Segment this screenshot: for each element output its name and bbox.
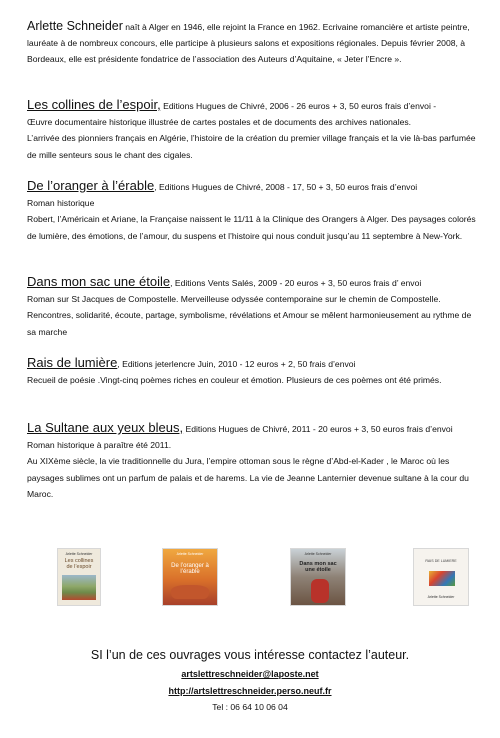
book-details: , Editions Vents Salés, 2009 - 20 euros + 3, 50 euros frais d’ envoi [170,278,422,288]
cover-author: Arlette Schneider [176,552,204,556]
book-details: Editions Hugues de Chivré, 2011 - 20 euros + 3, 50 euros frais d’envoi [183,424,453,434]
book-description: L’arrivée des pionniers français en Algérie, l’histoire de la création du premier village français et la vie là-bas parfumée de mille senteurs sous le chant des cigales. [27,133,476,160]
book-title: De l’oranger à l’érable [27,178,155,193]
book-cover-4[interactable] [413,548,469,606]
book-covers-row [0,548,500,606]
cover-author: Arlette Schneider [427,595,455,599]
author-bio: naît à Alger en 1946, elle rejoint la France en 1962. Ecrivaine romancière et artiste peintre, lauréate à de nombreux concours, elle participe à plusieurs salons et expositions régionales. Depuis février 2008, à Bordeaux, elle est présidente fondatrice de l’association des Auteurs d’Aquitaine, « Jeter l’Encre ». [27,22,470,64]
book-genre: Roman historique à paraître été 2011. [27,440,172,451]
book-entry-5 [27,420,482,502]
email-link[interactable]: artslettreschneider@laposte.net [181,669,319,679]
cover-title: Les collines de l’espoir [64,558,94,570]
book-entry-1 [27,97,482,163]
book-description: Robert, l’Américain et Ariane, la Française naissent le 11/11 à la Clinique des Orangers à Alger. Des paysages colorés de lumière, des émotions, de l’amour, du suspens et l’histoire qui nous conduit jusqu’au 11 septembre à New-York. [27,214,476,241]
author-intro [27,18,479,67]
book-cover-1[interactable] [57,548,101,606]
book-title: La Sultane aux yeux bleus, [27,420,184,435]
cover-author: Arlette Schneider [304,552,332,556]
contact-invitation: SI l’un de ces ouvrages vous intéresse contactez l’auteur. [90,648,410,662]
book-title: Les collines de l’espoir, [27,97,161,112]
book-entry-4 [27,355,482,388]
cover-author: Arlette Schneider [65,552,93,556]
book-description: Œuvre documentaire historique illustrée de cartes postales et de documents des archives nationales. [27,117,412,128]
author-name: Arlette Schneider [27,19,123,33]
book-entry-3 [27,274,482,340]
book-description: Recueil de poésie .Vingt-cinq poèmes riches en couleur et émotion. Plusieurs de ces poèmes ont été primés. [27,375,442,386]
book-description: Roman sur St Jacques de Compostelle. Merveilleuse odyssée contemporaine sur le chemin de Compostelle. Rencontres, solidarité, écoute, partage, symbolisme, révélations et Amour se mêlent harmonieusement au rythme de sa marche [27,294,472,337]
book-details: , Editions jeterlencre Juin, 2010 - 12 euros + 2, 50 frais d’envoi [117,359,356,369]
book-cover-3[interactable] [290,548,346,606]
website-link[interactable]: http://artslettreschneider.perso.neuf.fr [168,686,332,696]
book-entry-2 [27,178,482,244]
book-details: Editions Hugues de Chivré, 2006 - 26 euros + 3, 50 euros frais d’envoi - [160,101,437,111]
book-title: Dans mon sac une étoile [27,274,171,289]
cover-title: Dans mon sac une étoile [299,561,337,573]
cover-title: De l’oranger à l’érable [171,563,209,575]
book-cover-2[interactable] [162,548,218,606]
book-genre: Roman historique [27,198,95,209]
book-title: Rais de lumière [27,355,118,370]
telephone: Tel : 06 64 10 06 04 [212,702,288,712]
cover-title: RAIS DE LUMIERE [425,559,457,563]
book-details: , Editions Hugues de Chivré, 2008 - 17, 50 + 3, 50 euros frais d’envoi [154,182,418,192]
book-description: Au XIXème siècle, la vie traditionnelle du Jura, l’empire ottoman sous le règne d’Abd-el-Kader , le Maroc où les paysages sublimes ont un parfum de palais et de harems. La vie de Jeanne Lanternier devenue sultane à la cour du Maroc. [27,456,469,499]
